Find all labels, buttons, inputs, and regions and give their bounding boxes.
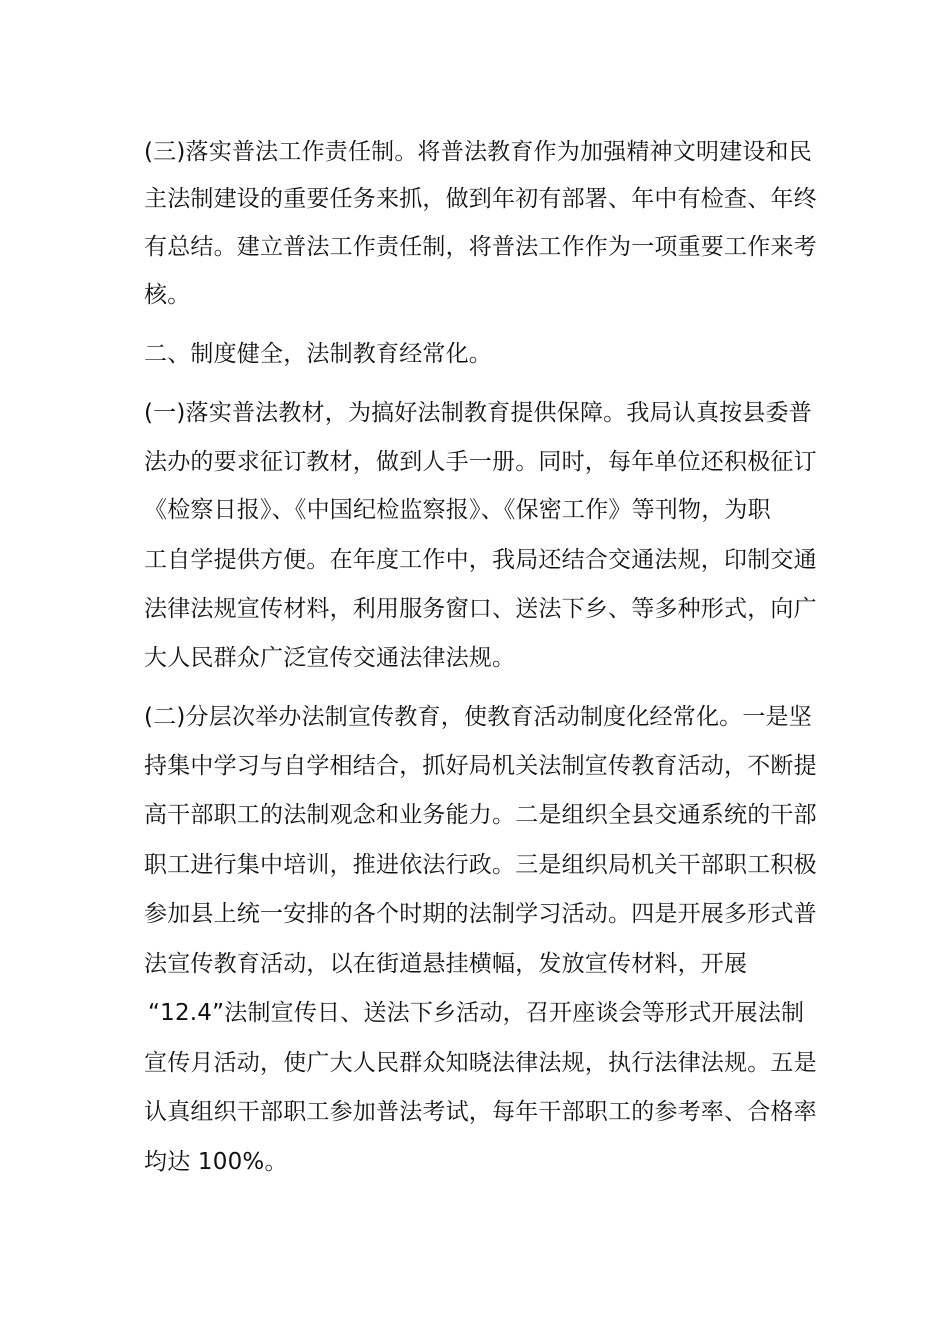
text-line-7: 法办的要求征订教材，做到人手一册。同时，每年单位还积极征订 — [144, 449, 817, 475]
text-line-14: 高干部职工的法制观念和业务能力。二是组织全县交通系统的干部 — [144, 802, 817, 828]
text-line-20: 认真组织干部职工参加普法考试，每年干部职工的参考率、合格率 — [144, 1099, 817, 1125]
text-line-21: 均达 100%。 — [144, 1149, 288, 1175]
text-line-2: 主法制建设的重要任务来抓，做到年初有部署、年中有检查、年终 — [144, 186, 817, 212]
text-line-3: 有总结。建立普法工作责任制，将普法工作作为一项重要工作来考 — [144, 234, 817, 260]
text-line-9: 工自学提供方便。在年度工作中，我局还结合交通法规，印制交通 — [144, 547, 817, 573]
text-line-16: 参加县上统一安排的各个时期的法制学习活动。四是开展多形式普 — [144, 901, 817, 927]
text-line-12: (二)分层次举办法制宣传教育，使教育活动制度化经常化。一是坚 — [144, 704, 812, 730]
text-line-10: 法律法规宣传材料，利用服务窗口、送法下乡、等多种形式，向广 — [144, 596, 817, 622]
text-line-1: (三)落实普法工作责任制。将普法教育作为加强精神文明建设和民 — [144, 139, 812, 165]
text-line-11: 大人民群众广泛宣传交通法律法规。 — [144, 645, 516, 671]
text-line-15: 职工进行集中培训，推进依法行政。三是组织局机关干部职工积极 — [144, 852, 817, 878]
text-line-17: 法宣传教育活动，以在街道悬挂横幅，发放宣传材料，开展 — [144, 951, 748, 977]
text-line-13: 持集中学习与自学相结合，抓好局机关法制宣传教育活动，不断提 — [144, 753, 817, 779]
text-line-6: (一)落实普法教材，为搞好法制教育提供保障。我局认真按县委普 — [144, 400, 812, 426]
text-line-8: 《检察日报》、《中国纪检监察报》、《保密工作》等刊物，为职 — [144, 497, 771, 523]
text-line-19: 宣传月活动，使广大人民群众知晓法律法规，执行法律法规。五是 — [144, 1050, 817, 1076]
section-heading: 二、制度健全，法制教育经常化。 — [144, 341, 492, 367]
text-line-4: 核。 — [144, 282, 191, 308]
text-line-18: “12.4”法制宣传日、送法下乡活动，召开座谈会等形式开展法制 — [148, 1000, 805, 1026]
